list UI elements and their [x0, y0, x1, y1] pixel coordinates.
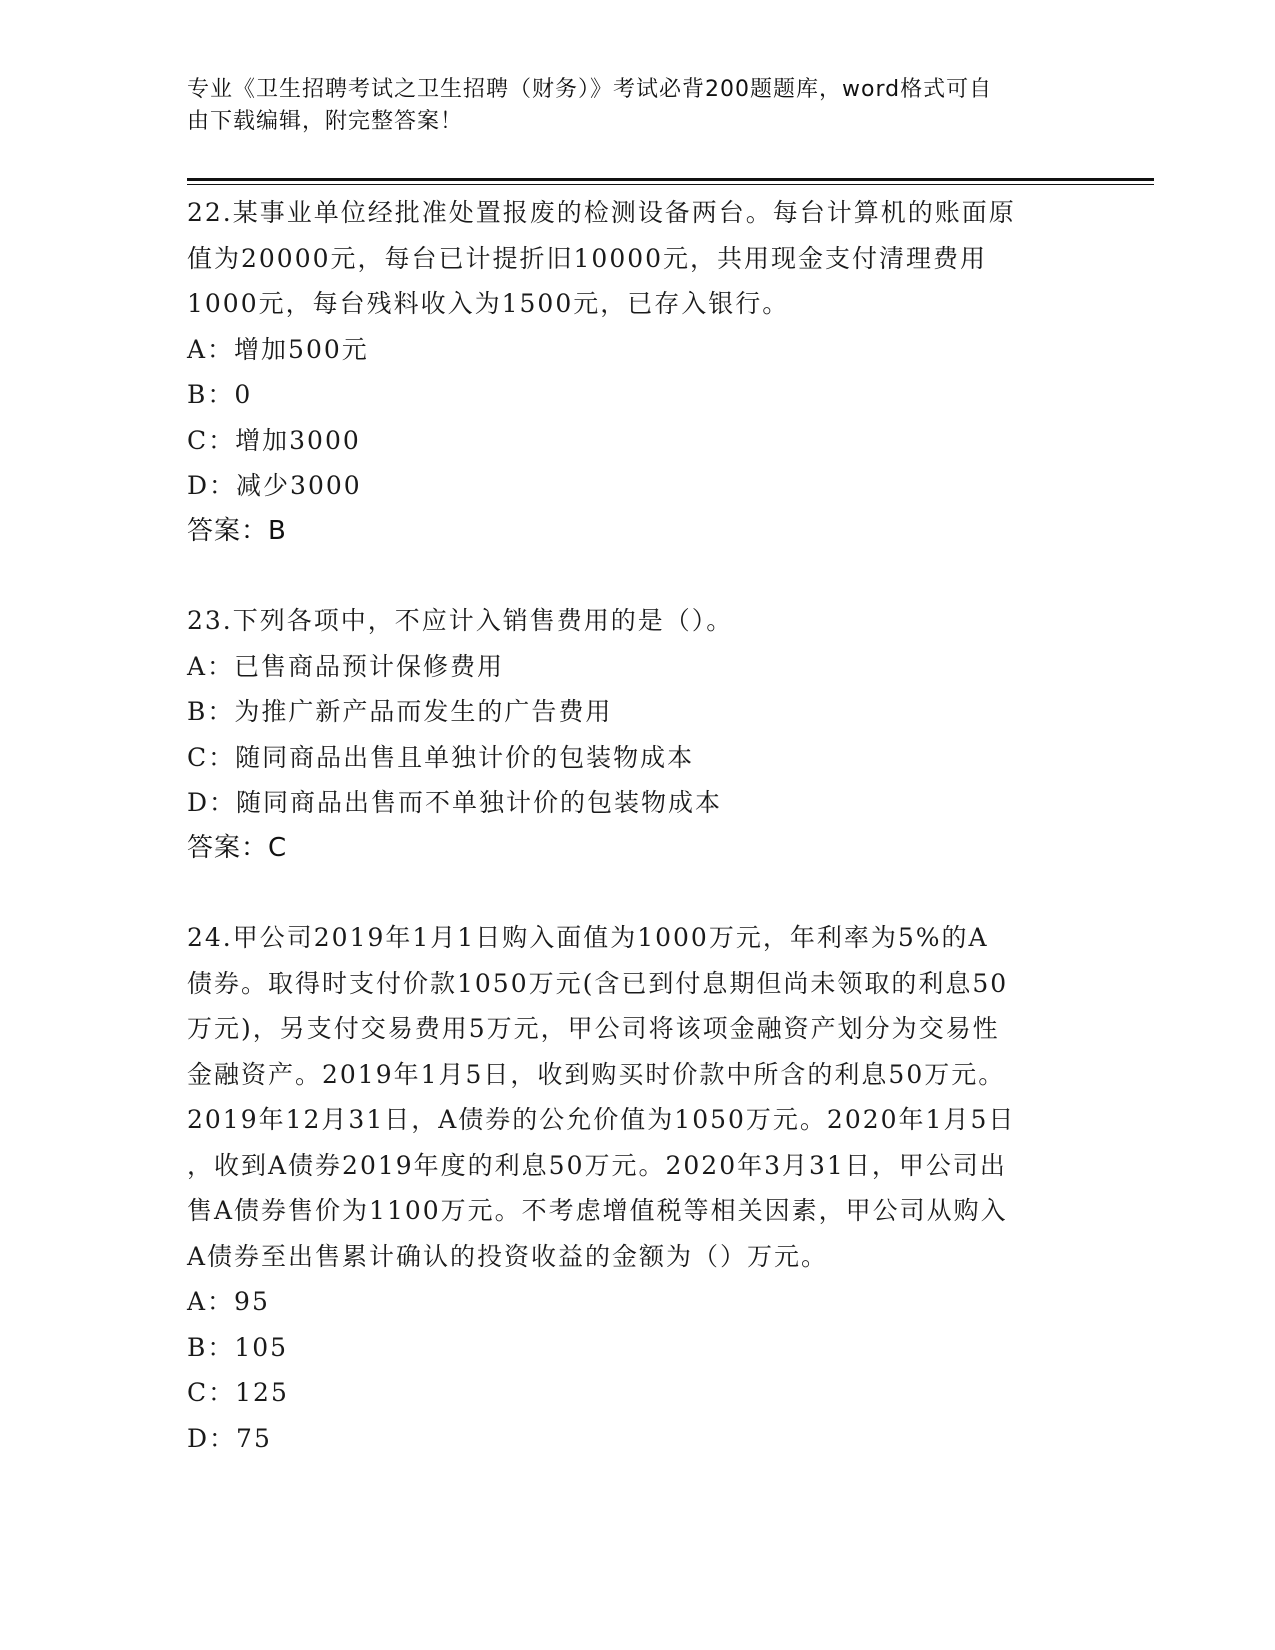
question-stem-line: 万元)，另支付交易费用5万元，甲公司将该项金融资产划分为交易性: [187, 1014, 1000, 1043]
question-stem-line: 售A债券售价为1100万元。不考虑增值税等相关因素，甲公司从购入: [187, 1196, 1008, 1225]
option-c: C：随同商品出售且单独计价的包装物成本: [187, 742, 695, 772]
option-a: A：增加500元: [187, 334, 369, 364]
question-stem-line: 23.下列各项中，不应计入销售费用的是（）。: [187, 606, 734, 635]
question-stem-line: A债券至出售累计确认的投资收益的金额为（）万元。: [187, 1241, 829, 1271]
question-22: [187, 190, 1087, 554]
question-list: [187, 190, 1087, 1461]
option-b: B：0: [187, 380, 253, 409]
answer-label: 答案：C: [187, 832, 288, 863]
option-d: D：减少3000: [187, 471, 362, 500]
question-stem-line: 2019年12月31日，A债券的公允价值为1050万元。2020年1月5日: [187, 1105, 1016, 1134]
header-divider-thin: [187, 184, 1154, 185]
option-a: A：95: [187, 1287, 270, 1316]
question-23: [187, 598, 1087, 871]
answer-label: 答案：B: [187, 515, 287, 546]
document-header: [187, 74, 1067, 138]
spacer: [187, 871, 1087, 915]
option-b: B：为推广新产品而发生的广告费用: [187, 697, 613, 726]
option-c: C：125: [187, 1378, 289, 1407]
header-line-1: 专业《卫生招聘考试之卫生招聘（财务）》考试必背200题题库，word格式可自: [187, 77, 993, 102]
option-a: A：已售商品预计保修费用: [187, 651, 505, 681]
question-stem-line: ，收到A债券2019年度的利息50万元。2020年3月31日，甲公司出: [187, 1150, 1007, 1180]
question-stem-line: 值为20000元，每台已计提折旧10000元，共用现金支付清理费用: [187, 243, 988, 273]
question-stem-line: 22.某事业单位经批准处置报废的检测设备两台。每台计算机的账面原: [187, 198, 1016, 227]
option-d: D：随同商品出售而不单独计价的包装物成本: [187, 788, 723, 817]
option-c: C：增加3000: [187, 425, 361, 455]
spacer: [187, 554, 1087, 598]
question-stem-line: 1000元，每台残料收入为1500元，已存入银行。: [187, 289, 790, 318]
question-stem-line: 金融资产。2019年1月5日，收到购买时价款中所含的利息50万元。: [187, 1059, 1006, 1089]
option-d: D：75: [187, 1423, 272, 1453]
header-line-2: 由下载编辑，附完整答案！: [187, 109, 464, 134]
option-b: B：105: [187, 1332, 289, 1362]
question-24: [187, 915, 1087, 1461]
header-divider-thick: [187, 178, 1154, 181]
question-stem-line: 24.甲公司2019年1月1日购入面值为1000万元，年利率为5%的A: [187, 923, 989, 952]
question-stem-line: 债券。取得时支付价款1050万元(含已到付息期但尚未领取的利息50: [187, 968, 1009, 998]
